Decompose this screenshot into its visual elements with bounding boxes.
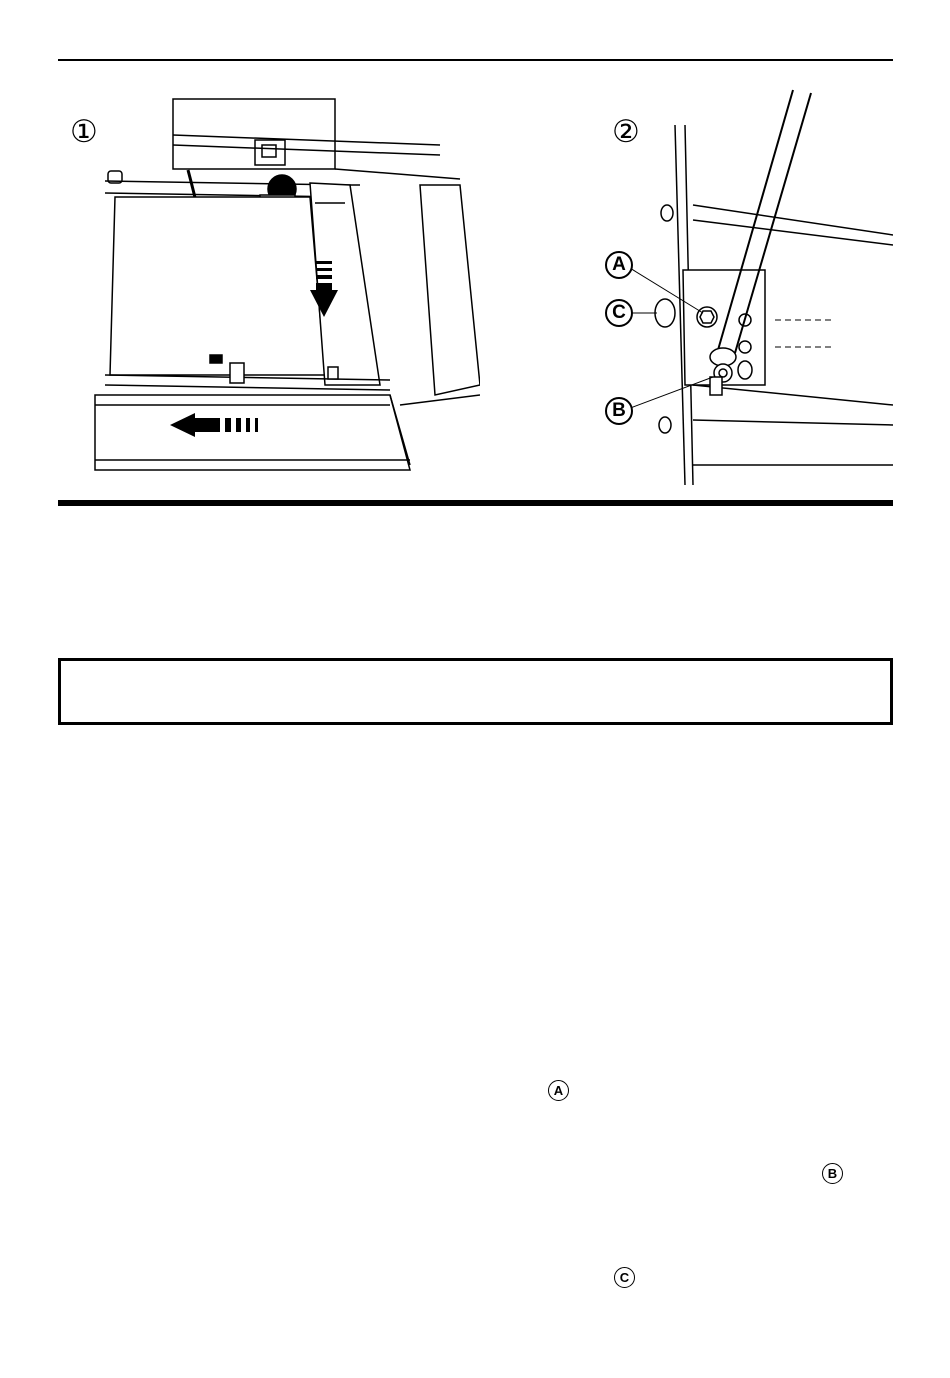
top-rule [58, 59, 893, 61]
text-marker-b: B [822, 1163, 843, 1184]
callout-a-label: A [605, 251, 633, 279]
callout-c-label: C [605, 299, 633, 327]
figure-2-number: ② [612, 114, 640, 150]
callout-b-label: B [605, 397, 633, 425]
notice-box [58, 658, 893, 725]
text-marker-a: A [548, 1080, 569, 1101]
text-marker-c: C [614, 1267, 635, 1288]
figure-1-number: ① [70, 114, 98, 150]
section-divider [58, 500, 893, 506]
figure-1-illustration [60, 85, 480, 490]
